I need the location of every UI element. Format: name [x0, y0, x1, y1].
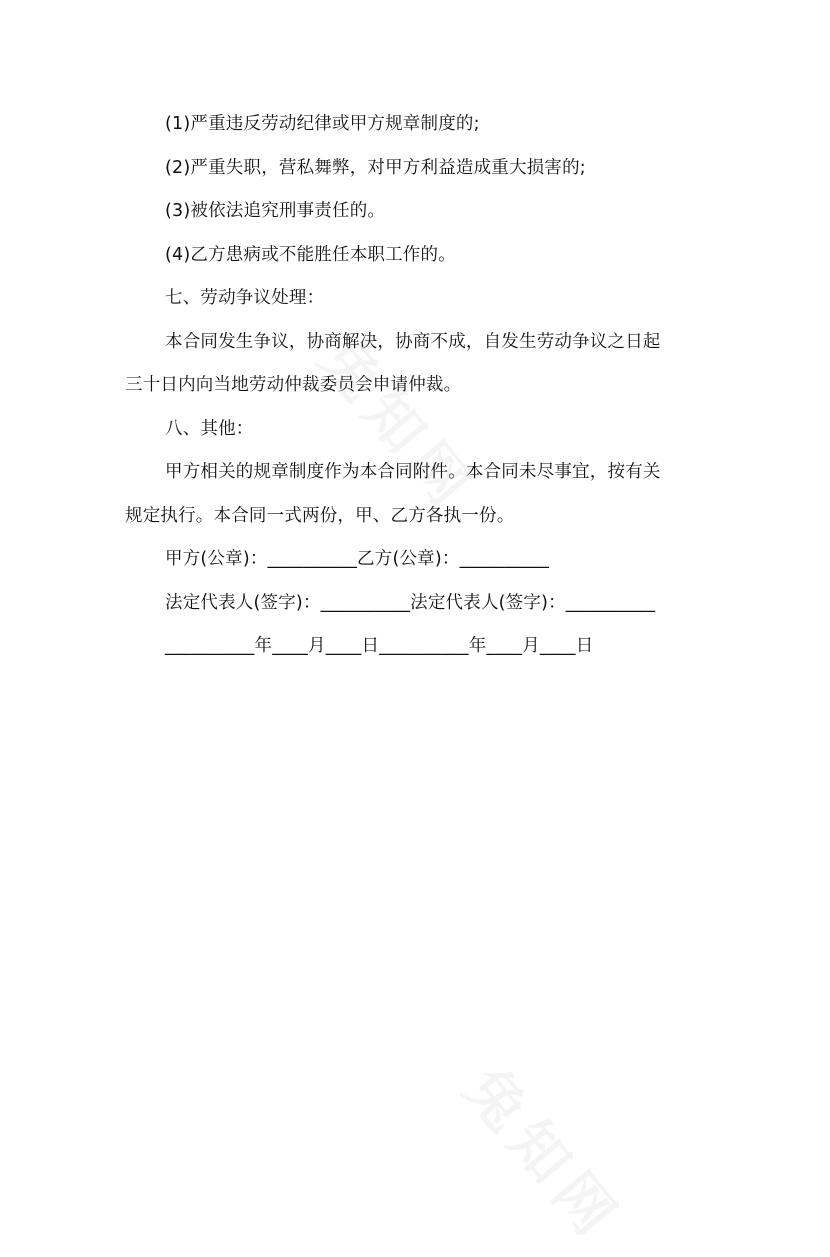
- clause-item-3: (3)被依法追究刑事责任的。: [165, 201, 386, 221]
- clause-item-4: (4)乙方患病或不能胜任本职工作的。: [165, 245, 456, 265]
- section-heading-other: 八、其他：: [165, 419, 254, 439]
- signature-seal-line: 甲方(公章)：__________乙方(公章)：__________: [165, 549, 550, 569]
- clause-item-1: (1)严重违反劳动纪律或甲方规章制度的;: [165, 114, 480, 134]
- clause-item-2: (2)严重失职，营私舞弊，对甲方利益造成重大损害的;: [165, 158, 586, 178]
- paragraph-line: 规定执行。本合同一式两份，甲、乙方各执一份。: [125, 506, 515, 526]
- paragraph-line: 三十日内向当地劳动仲裁委员会申请仲裁。: [125, 375, 462, 395]
- section-heading-dispute: 七、劳动争议处理：: [165, 288, 325, 308]
- signature-representative-line: 法定代表人(签字)：__________法定代表人(签字)：__________: [165, 593, 656, 613]
- signature-date-line: __________年____月____日__________年____月____日: [165, 636, 594, 656]
- paragraph-line: 甲方相关的规章制度作为本合同附件。本合同未尽事宜，按有关: [165, 462, 661, 482]
- watermark: [449, 1047, 644, 1257]
- paragraph-line: 本合同发生争议，协商解决，协商不成，自发生劳动争议之日起: [165, 332, 661, 352]
